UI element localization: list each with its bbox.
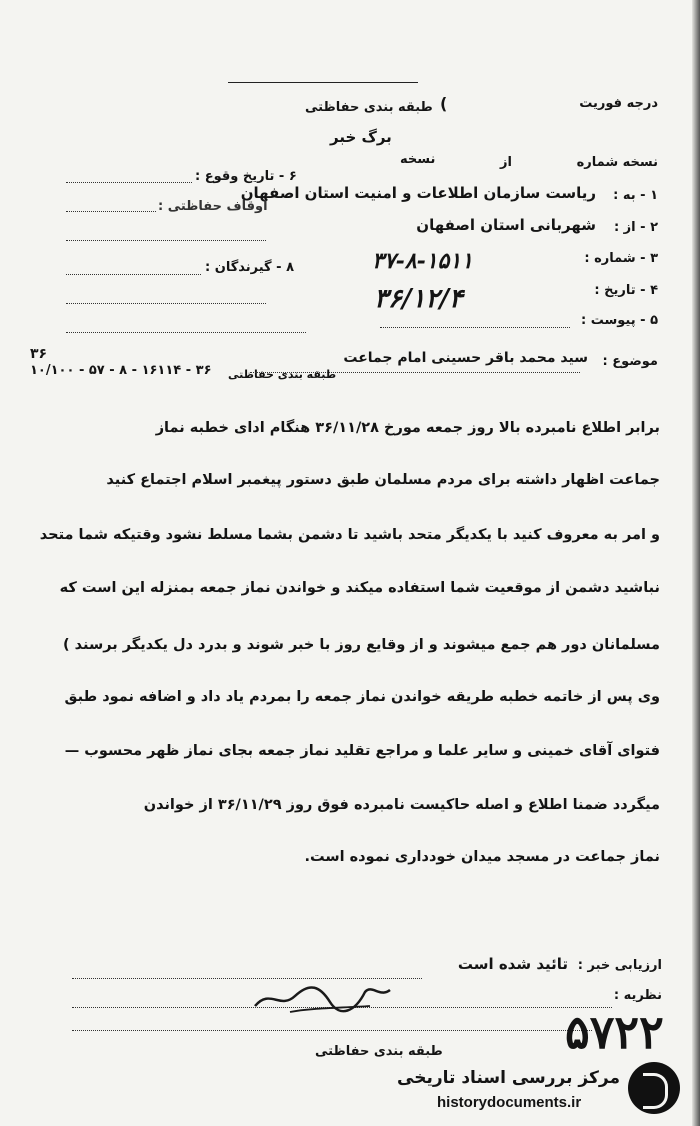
number-label: ۳ - شماره : (584, 251, 658, 266)
body-line-7: فتوای آقای خمینی و سایر علما و مراجع تقلید نماز جمعه بجای نماز ظهر محسوب — (64, 743, 660, 759)
to-overwrite: اوقاف حفاظتی : (158, 199, 268, 214)
body-line-2: جماعت اظهار داشته برای مردم مسلمان طبق دستور پیغمبر اسلام اجتماع کنید (106, 472, 660, 488)
body-line-8: میگردد ضمنا اطلاع و اصله حاکیست نامبرده فوق روز ۳۶/۱۱/۲۹ از خواندن (143, 797, 660, 813)
from-value: شهربانی استان اصفهان (416, 216, 596, 234)
archive-logo-icon (628, 1062, 680, 1114)
body-line-9: نماز جماعت در مسجد میدان خودداری نموده است. (304, 849, 660, 865)
of-label: از (500, 155, 512, 170)
subject-label: موضوع : (602, 354, 658, 369)
top-rule (228, 82, 418, 83)
watermark-url: historydocuments.ir (437, 1094, 582, 1111)
urgency-bracket: ( (440, 94, 448, 113)
number-value: ۳۷-۸-۱۵۱۱ (372, 248, 473, 274)
subject-value: سید محمد باقر حسینی امام جماعت (343, 350, 588, 366)
signature (250, 978, 400, 1018)
occurrence-date-label: ۶ - تاریخ وقوع : (195, 169, 297, 184)
page-edge (692, 0, 700, 1126)
body-line-5: مسلمانان دور هم جمع میشوند و از وقایع روز با خبر شوند و بدرد دل یکدیگر برسند ) (63, 637, 660, 653)
watermark-title: مرکز بررسی اسناد تاریخی (397, 1068, 620, 1088)
body-line-3: و امر به معروف کنید با یکدیگر متحد باشید تا دشمن بشما مسلط نشود وقتیکه شما متحد (39, 527, 660, 543)
copy-label: نسخه (400, 152, 436, 167)
evaluation-value: تائید شده است (457, 955, 568, 973)
body-line-6: وی پس از خاتمه خطبه طریقه خواندن نماز جمعه را بمردم یاد داد و اضافه نمود طبق (64, 689, 660, 705)
attachment-label: ۵ - پیوست : (581, 313, 658, 328)
form-title: برگ خبر (330, 128, 392, 146)
copy-number-label: نسخه شماره (576, 155, 658, 170)
recipients-label: ۸ - گیرندگان : (205, 260, 294, 275)
date-label: ۴ - تاریخ : (594, 283, 658, 298)
reference-aux: ۳۶ (30, 346, 48, 362)
to-value: ریاست سازمان اطلاعات و امنیت استان اصفهان (240, 184, 596, 202)
page-number: ۵۷۲۲ (565, 1005, 664, 1059)
evaluation-label: ارزیابی خبر : (577, 958, 662, 973)
date-value: ۳۶/۱۲/۴ (374, 284, 463, 314)
reference-number: ۱۰/۱۰۰ - ۵۷ - ۸ - ۱۶۱۱۴ - ۳۶ (30, 363, 212, 378)
urgency-label: درجه فوریت (579, 96, 658, 111)
classification-bottom: طبقه بندی حفاظتی (315, 1044, 443, 1059)
opinion-label: نظریه : (613, 988, 662, 1003)
classification-top: طبقه بندی حفاظتی (305, 100, 433, 115)
from-label: ۲ - از : (613, 220, 658, 235)
body-line-1: برابر اطلاع نامبرده بالا روز جمعه مورخ ۳۶/۱۱/۲۸ هنگام ادای خطبه نماز (155, 420, 660, 436)
to-label: ۱ - به : (613, 188, 658, 203)
classification-stamp: طبقه بندی حفاظتی (228, 368, 337, 381)
body-line-4: نباشید دشمن از موقعیت شما استفاده میکند و خواندن نماز جمعه بمنزله این است که (59, 580, 660, 596)
